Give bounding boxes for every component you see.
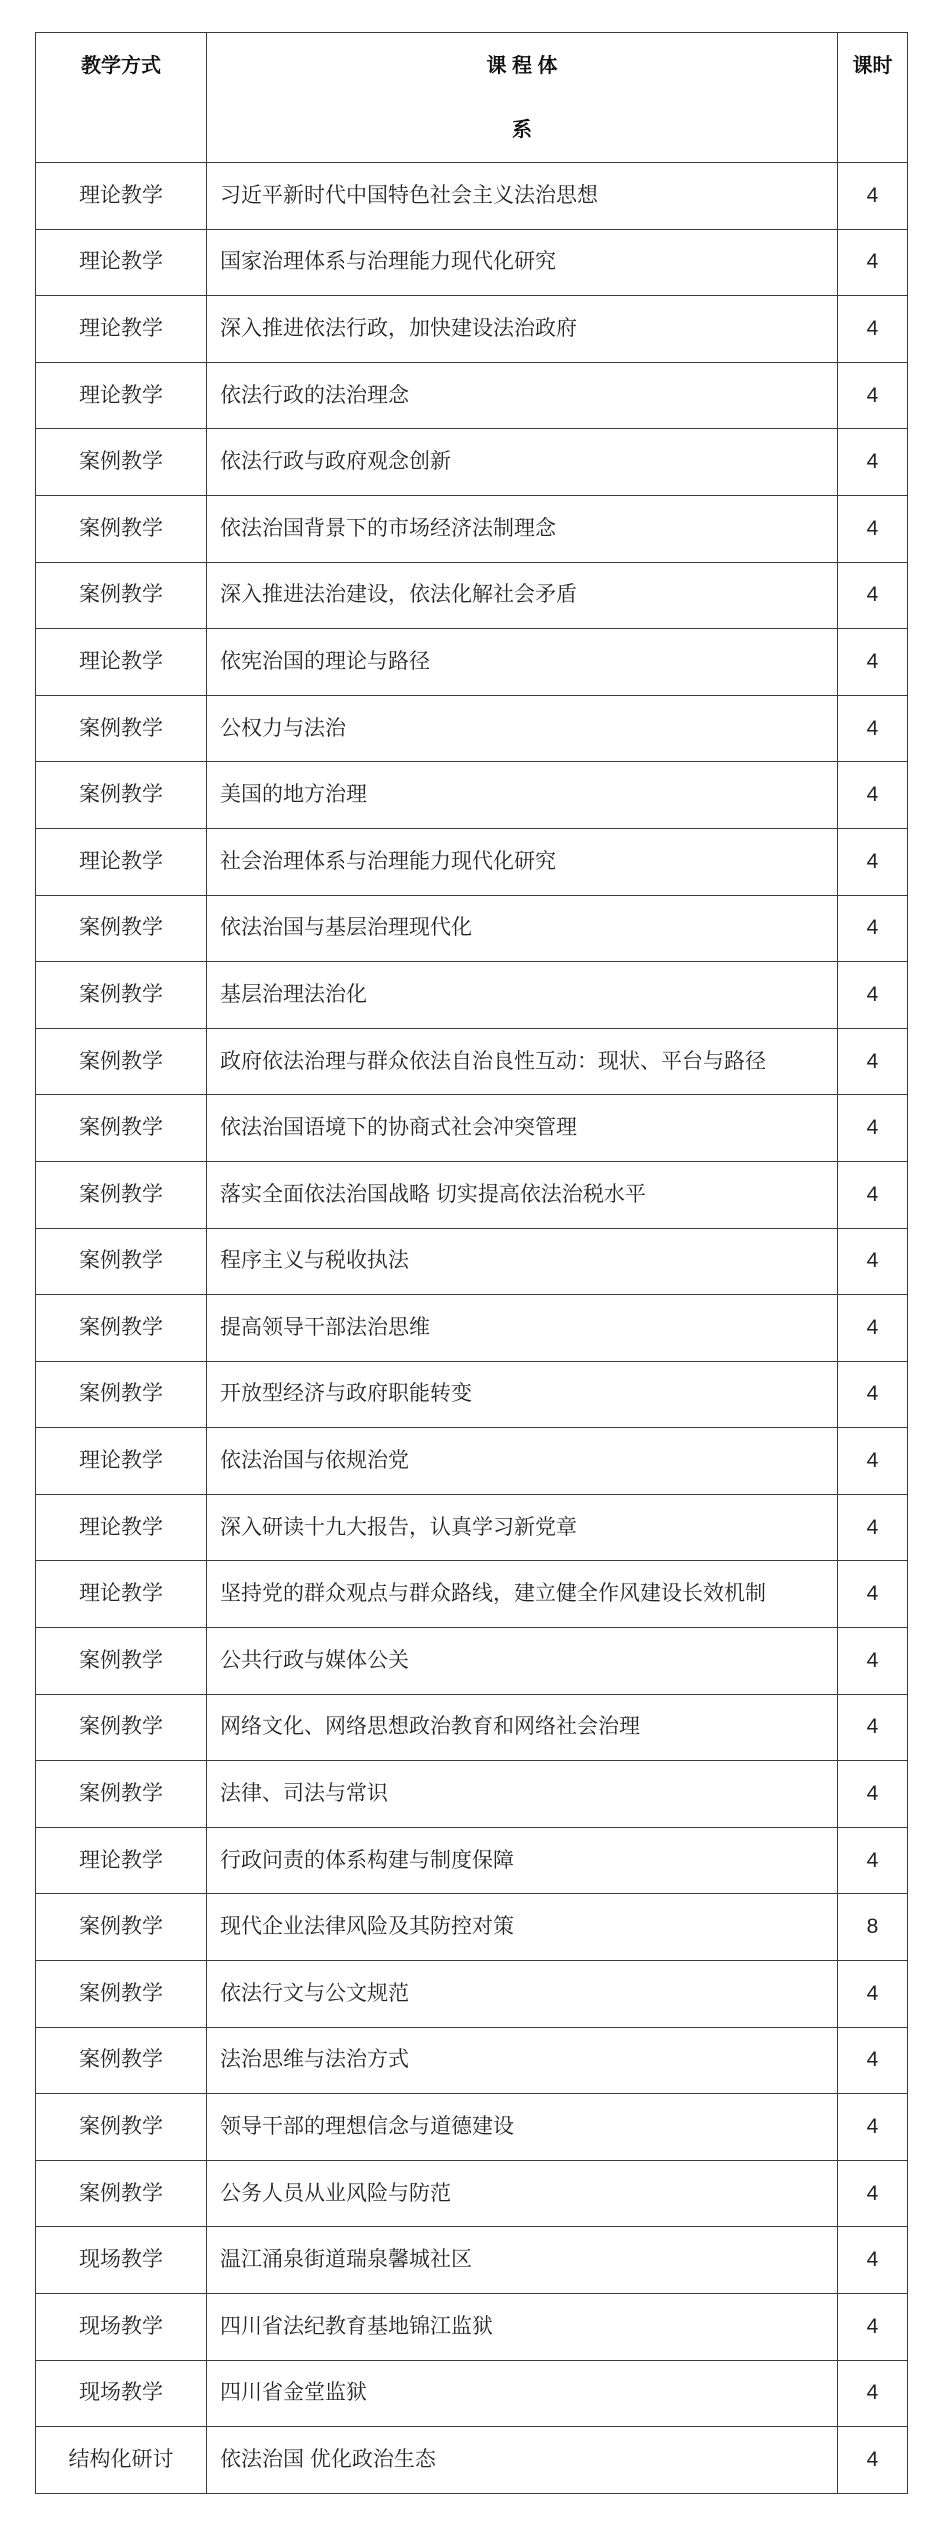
teaching-method-cell: 案例教学 bbox=[36, 1028, 207, 1095]
hours-cell: 4 bbox=[838, 1295, 908, 1362]
table-row bbox=[36, 828, 908, 895]
header-hours: 课时 bbox=[838, 33, 908, 163]
hours-cell: 4 bbox=[838, 695, 908, 762]
table-row bbox=[36, 296, 908, 363]
hours-cell: 4 bbox=[838, 296, 908, 363]
hours-cell: 4 bbox=[838, 2427, 908, 2494]
table-row bbox=[36, 962, 908, 1029]
table-row bbox=[36, 1827, 908, 1894]
course-title-cell: 现代企业法律风险及其防控对策 bbox=[207, 1894, 838, 1961]
course-title-cell: 美国的地方治理 bbox=[207, 762, 838, 829]
table-row bbox=[36, 695, 908, 762]
table-header bbox=[36, 33, 908, 163]
teaching-method-cell: 案例教学 bbox=[36, 962, 207, 1029]
hours-cell: 4 bbox=[838, 2027, 908, 2094]
table-row bbox=[36, 1361, 908, 1428]
table-row bbox=[36, 895, 908, 962]
teaching-method-cell: 案例教学 bbox=[36, 2094, 207, 2161]
course-title-cell: 开放型经济与政府职能转变 bbox=[207, 1361, 838, 1428]
course-title-cell: 公务人员从业风险与防范 bbox=[207, 2160, 838, 2227]
hours-cell: 4 bbox=[838, 1761, 908, 1828]
course-title-cell: 政府依法治理与群众依法自治良性互动：现状、平台与路径 bbox=[207, 1028, 838, 1095]
teaching-method-cell: 案例教学 bbox=[36, 495, 207, 562]
course-title-cell: 法律、司法与常识 bbox=[207, 1761, 838, 1828]
teaching-method-cell: 案例教学 bbox=[36, 762, 207, 829]
table-row bbox=[36, 762, 908, 829]
hours-cell: 4 bbox=[838, 2294, 908, 2361]
teaching-method-cell: 案例教学 bbox=[36, 1961, 207, 2028]
teaching-method-cell: 案例教学 bbox=[36, 429, 207, 496]
course-title-cell: 依法治国 优化政治生态 bbox=[207, 2427, 838, 2494]
table-row bbox=[36, 1095, 908, 1162]
hours-cell: 8 bbox=[838, 1894, 908, 1961]
table-row bbox=[36, 2427, 908, 2494]
table-row bbox=[36, 1494, 908, 1561]
table-row bbox=[36, 1694, 908, 1761]
table-row bbox=[36, 629, 908, 696]
table-row bbox=[36, 1428, 908, 1495]
teaching-method-cell: 案例教学 bbox=[36, 1361, 207, 1428]
teaching-method-cell: 理论教学 bbox=[36, 828, 207, 895]
course-title-cell: 依法行政的法治理念 bbox=[207, 362, 838, 429]
teaching-method-cell: 现场教学 bbox=[36, 2360, 207, 2427]
table-row bbox=[36, 362, 908, 429]
teaching-method-cell: 现场教学 bbox=[36, 2294, 207, 2361]
teaching-method-cell: 案例教学 bbox=[36, 2027, 207, 2094]
course-title-cell: 习近平新时代中国特色社会主义法治思想 bbox=[207, 163, 838, 230]
hours-cell: 4 bbox=[838, 2360, 908, 2427]
teaching-method-cell: 案例教学 bbox=[36, 1694, 207, 1761]
header-teaching-method: 教学方式 bbox=[36, 33, 207, 163]
course-title-cell: 落实全面依法治国战略 切实提高依法治税水平 bbox=[207, 1161, 838, 1228]
course-title-cell: 深入推进法治建设，依法化解社会矛盾 bbox=[207, 562, 838, 629]
hours-cell: 4 bbox=[838, 762, 908, 829]
teaching-method-cell: 理论教学 bbox=[36, 1428, 207, 1495]
hours-cell: 4 bbox=[838, 1228, 908, 1295]
teaching-method-cell: 理论教学 bbox=[36, 629, 207, 696]
teaching-method-cell: 案例教学 bbox=[36, 1894, 207, 1961]
hours-cell: 4 bbox=[838, 1827, 908, 1894]
course-title-cell: 温江涌泉街道瑞泉馨城社区 bbox=[207, 2227, 838, 2294]
header-course-line1: 课 程 体 bbox=[486, 55, 558, 77]
hours-cell: 4 bbox=[838, 1028, 908, 1095]
hours-cell: 4 bbox=[838, 1428, 908, 1495]
hours-cell: 4 bbox=[838, 962, 908, 1029]
teaching-method-cell: 理论教学 bbox=[36, 1561, 207, 1628]
table-row bbox=[36, 2094, 908, 2161]
course-title-cell: 四川省法纪教育基地锦江监狱 bbox=[207, 2294, 838, 2361]
course-title-cell: 法治思维与法治方式 bbox=[207, 2027, 838, 2094]
hours-cell: 4 bbox=[838, 429, 908, 496]
table-row bbox=[36, 562, 908, 629]
course-title-cell: 基层治理法治化 bbox=[207, 962, 838, 1029]
course-title-cell: 社会治理体系与治理能力现代化研究 bbox=[207, 828, 838, 895]
table-row bbox=[36, 429, 908, 496]
table-row bbox=[36, 1561, 908, 1628]
teaching-method-cell: 理论教学 bbox=[36, 163, 207, 230]
hours-cell: 4 bbox=[838, 1628, 908, 1695]
course-title-cell: 四川省金堂监狱 bbox=[207, 2360, 838, 2427]
hours-cell: 4 bbox=[838, 229, 908, 296]
teaching-method-cell: 案例教学 bbox=[36, 1095, 207, 1162]
course-title-cell: 依法治国与基层治理现代化 bbox=[207, 895, 838, 962]
course-title-cell: 依法行文与公文规范 bbox=[207, 1961, 838, 2028]
teaching-method-cell: 案例教学 bbox=[36, 695, 207, 762]
course-title-cell: 深入研读十九大报告，认真学习新党章 bbox=[207, 1494, 838, 1561]
course-title-cell: 依宪治国的理论与路径 bbox=[207, 629, 838, 696]
course-title-cell: 程序主义与税收执法 bbox=[207, 1228, 838, 1295]
hours-cell: 4 bbox=[838, 1561, 908, 1628]
course-title-cell: 公共行政与媒体公关 bbox=[207, 1628, 838, 1695]
hours-cell: 4 bbox=[838, 895, 908, 962]
teaching-method-cell: 案例教学 bbox=[36, 895, 207, 962]
table-row bbox=[36, 1628, 908, 1695]
table-row bbox=[36, 1228, 908, 1295]
table-row bbox=[36, 1295, 908, 1362]
course-title-cell: 领导干部的理想信念与道德建设 bbox=[207, 2094, 838, 2161]
header-course-line2: 系 bbox=[512, 119, 532, 141]
table-row bbox=[36, 2227, 908, 2294]
teaching-method-cell: 案例教学 bbox=[36, 1628, 207, 1695]
table-row bbox=[36, 1961, 908, 2028]
hours-cell: 4 bbox=[838, 629, 908, 696]
course-title-cell: 提高领导干部法治思维 bbox=[207, 1295, 838, 1362]
course-schedule-table bbox=[35, 32, 908, 2494]
hours-cell: 4 bbox=[838, 1494, 908, 1561]
course-title-cell: 依法行政与政府观念创新 bbox=[207, 429, 838, 496]
teaching-method-cell: 现场教学 bbox=[36, 2227, 207, 2294]
teaching-method-cell: 结构化研讨 bbox=[36, 2427, 207, 2494]
table-row bbox=[36, 2294, 908, 2361]
teaching-method-cell: 案例教学 bbox=[36, 1295, 207, 1362]
hours-cell: 4 bbox=[838, 828, 908, 895]
hours-cell: 4 bbox=[838, 562, 908, 629]
table-row bbox=[36, 2160, 908, 2227]
table-row bbox=[36, 495, 908, 562]
table-row bbox=[36, 1761, 908, 1828]
hours-cell: 4 bbox=[838, 2160, 908, 2227]
course-title-cell: 公权力与法治 bbox=[207, 695, 838, 762]
course-title-cell: 网络文化、网络思想政治教育和网络社会治理 bbox=[207, 1694, 838, 1761]
header-course-system bbox=[207, 33, 838, 163]
table-row bbox=[36, 1028, 908, 1095]
hours-cell: 4 bbox=[838, 1961, 908, 2028]
header-row bbox=[36, 33, 908, 163]
course-title-cell: 国家治理体系与治理能力现代化研究 bbox=[207, 229, 838, 296]
teaching-method-cell: 理论教学 bbox=[36, 1827, 207, 1894]
course-title-cell: 行政问责的体系构建与制度保障 bbox=[207, 1827, 838, 1894]
hours-cell: 4 bbox=[838, 2094, 908, 2161]
teaching-method-cell: 案例教学 bbox=[36, 2160, 207, 2227]
hours-cell: 4 bbox=[838, 1161, 908, 1228]
hours-cell: 4 bbox=[838, 495, 908, 562]
course-title-cell: 深入推进依法行政，加快建设法治政府 bbox=[207, 296, 838, 363]
course-title-cell: 依法治国与依规治党 bbox=[207, 1428, 838, 1495]
teaching-method-cell: 案例教学 bbox=[36, 562, 207, 629]
teaching-method-cell: 案例教学 bbox=[36, 1761, 207, 1828]
hours-cell: 4 bbox=[838, 1095, 908, 1162]
teaching-method-cell: 理论教学 bbox=[36, 296, 207, 363]
table-row bbox=[36, 229, 908, 296]
teaching-method-cell: 案例教学 bbox=[36, 1228, 207, 1295]
hours-cell: 4 bbox=[838, 362, 908, 429]
teaching-method-cell: 案例教学 bbox=[36, 1161, 207, 1228]
hours-cell: 4 bbox=[838, 1361, 908, 1428]
teaching-method-cell: 理论教学 bbox=[36, 1494, 207, 1561]
table-body bbox=[36, 163, 908, 2494]
teaching-method-cell: 理论教学 bbox=[36, 229, 207, 296]
table-row bbox=[36, 1894, 908, 1961]
hours-cell: 4 bbox=[838, 2227, 908, 2294]
table-row bbox=[36, 2360, 908, 2427]
course-title-cell: 依法治国背景下的市场经济法制理念 bbox=[207, 495, 838, 562]
table-row bbox=[36, 163, 908, 230]
hours-cell: 4 bbox=[838, 163, 908, 230]
hours-cell: 4 bbox=[838, 1694, 908, 1761]
course-title-cell: 依法治国语境下的协商式社会冲突管理 bbox=[207, 1095, 838, 1162]
table-row bbox=[36, 2027, 908, 2094]
teaching-method-cell: 理论教学 bbox=[36, 362, 207, 429]
table-row bbox=[36, 1161, 908, 1228]
course-title-cell: 坚持党的群众观点与群众路线，建立健全作风建设长效机制 bbox=[207, 1561, 838, 1628]
